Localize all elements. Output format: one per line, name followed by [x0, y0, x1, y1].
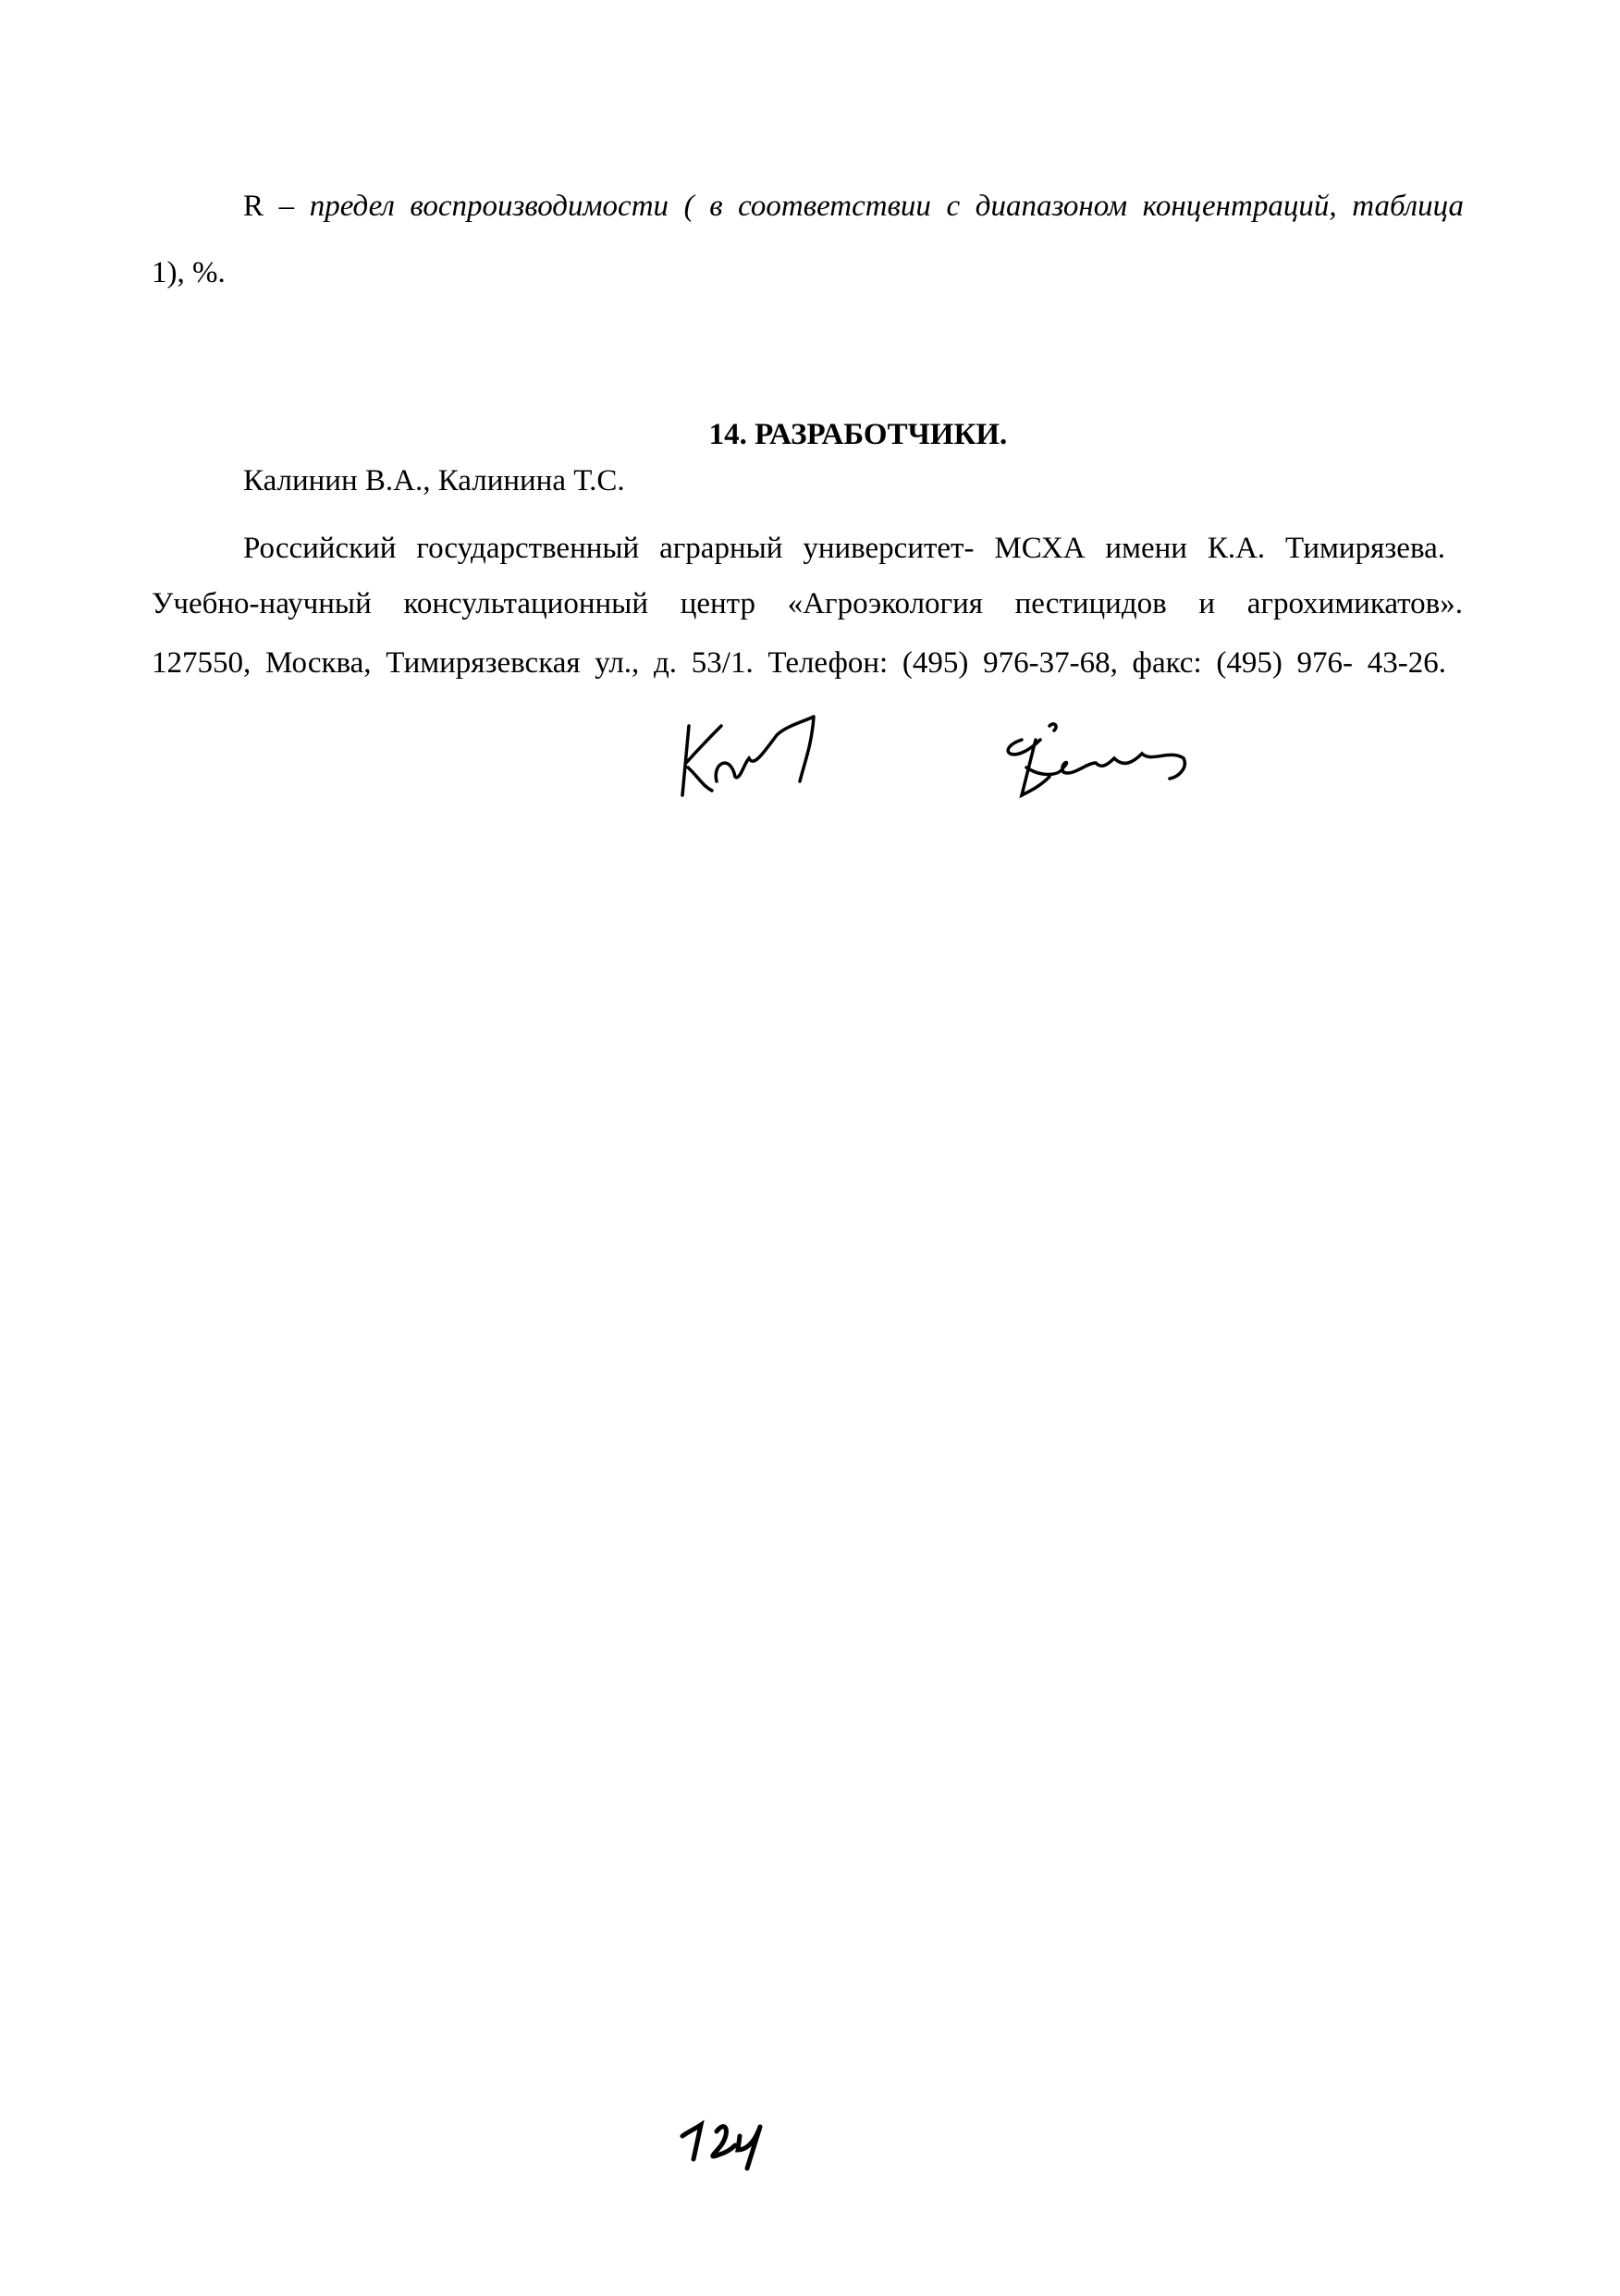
r-definition-line — [243, 188, 1464, 225]
section-heading: 14. РАЗРАБОТЧИКИ. — [708, 418, 1008, 451]
org-line-1: Российский государственный аграрный университет- МСХА имени К.А. Тимирязева. — [243, 532, 1445, 565]
signature-kalinin — [675, 698, 906, 809]
page-number-handwritten — [675, 2108, 786, 2173]
r-definition-text: предел воспроизводимости ( в соответствии с диапазоном концентраций, таблица — [309, 190, 1465, 223]
signature-kalinina — [985, 712, 1234, 804]
authors: Калинин В.А., Калинина Т.С. — [243, 464, 625, 497]
org-line-3: 127550, Москва, Тимирязевская ул., д. 53/1. Телефон: (495) 976-37-68, факс: (495) 976- 43-26. — [152, 646, 1446, 680]
r-symbol: R – — [243, 190, 295, 223]
r-definition-tail: 1), %. — [152, 256, 226, 289]
org-line-2: Учебно-научный консультационный центр «Агроэкология пестицидов и агрохимикатов». — [152, 587, 1463, 620]
